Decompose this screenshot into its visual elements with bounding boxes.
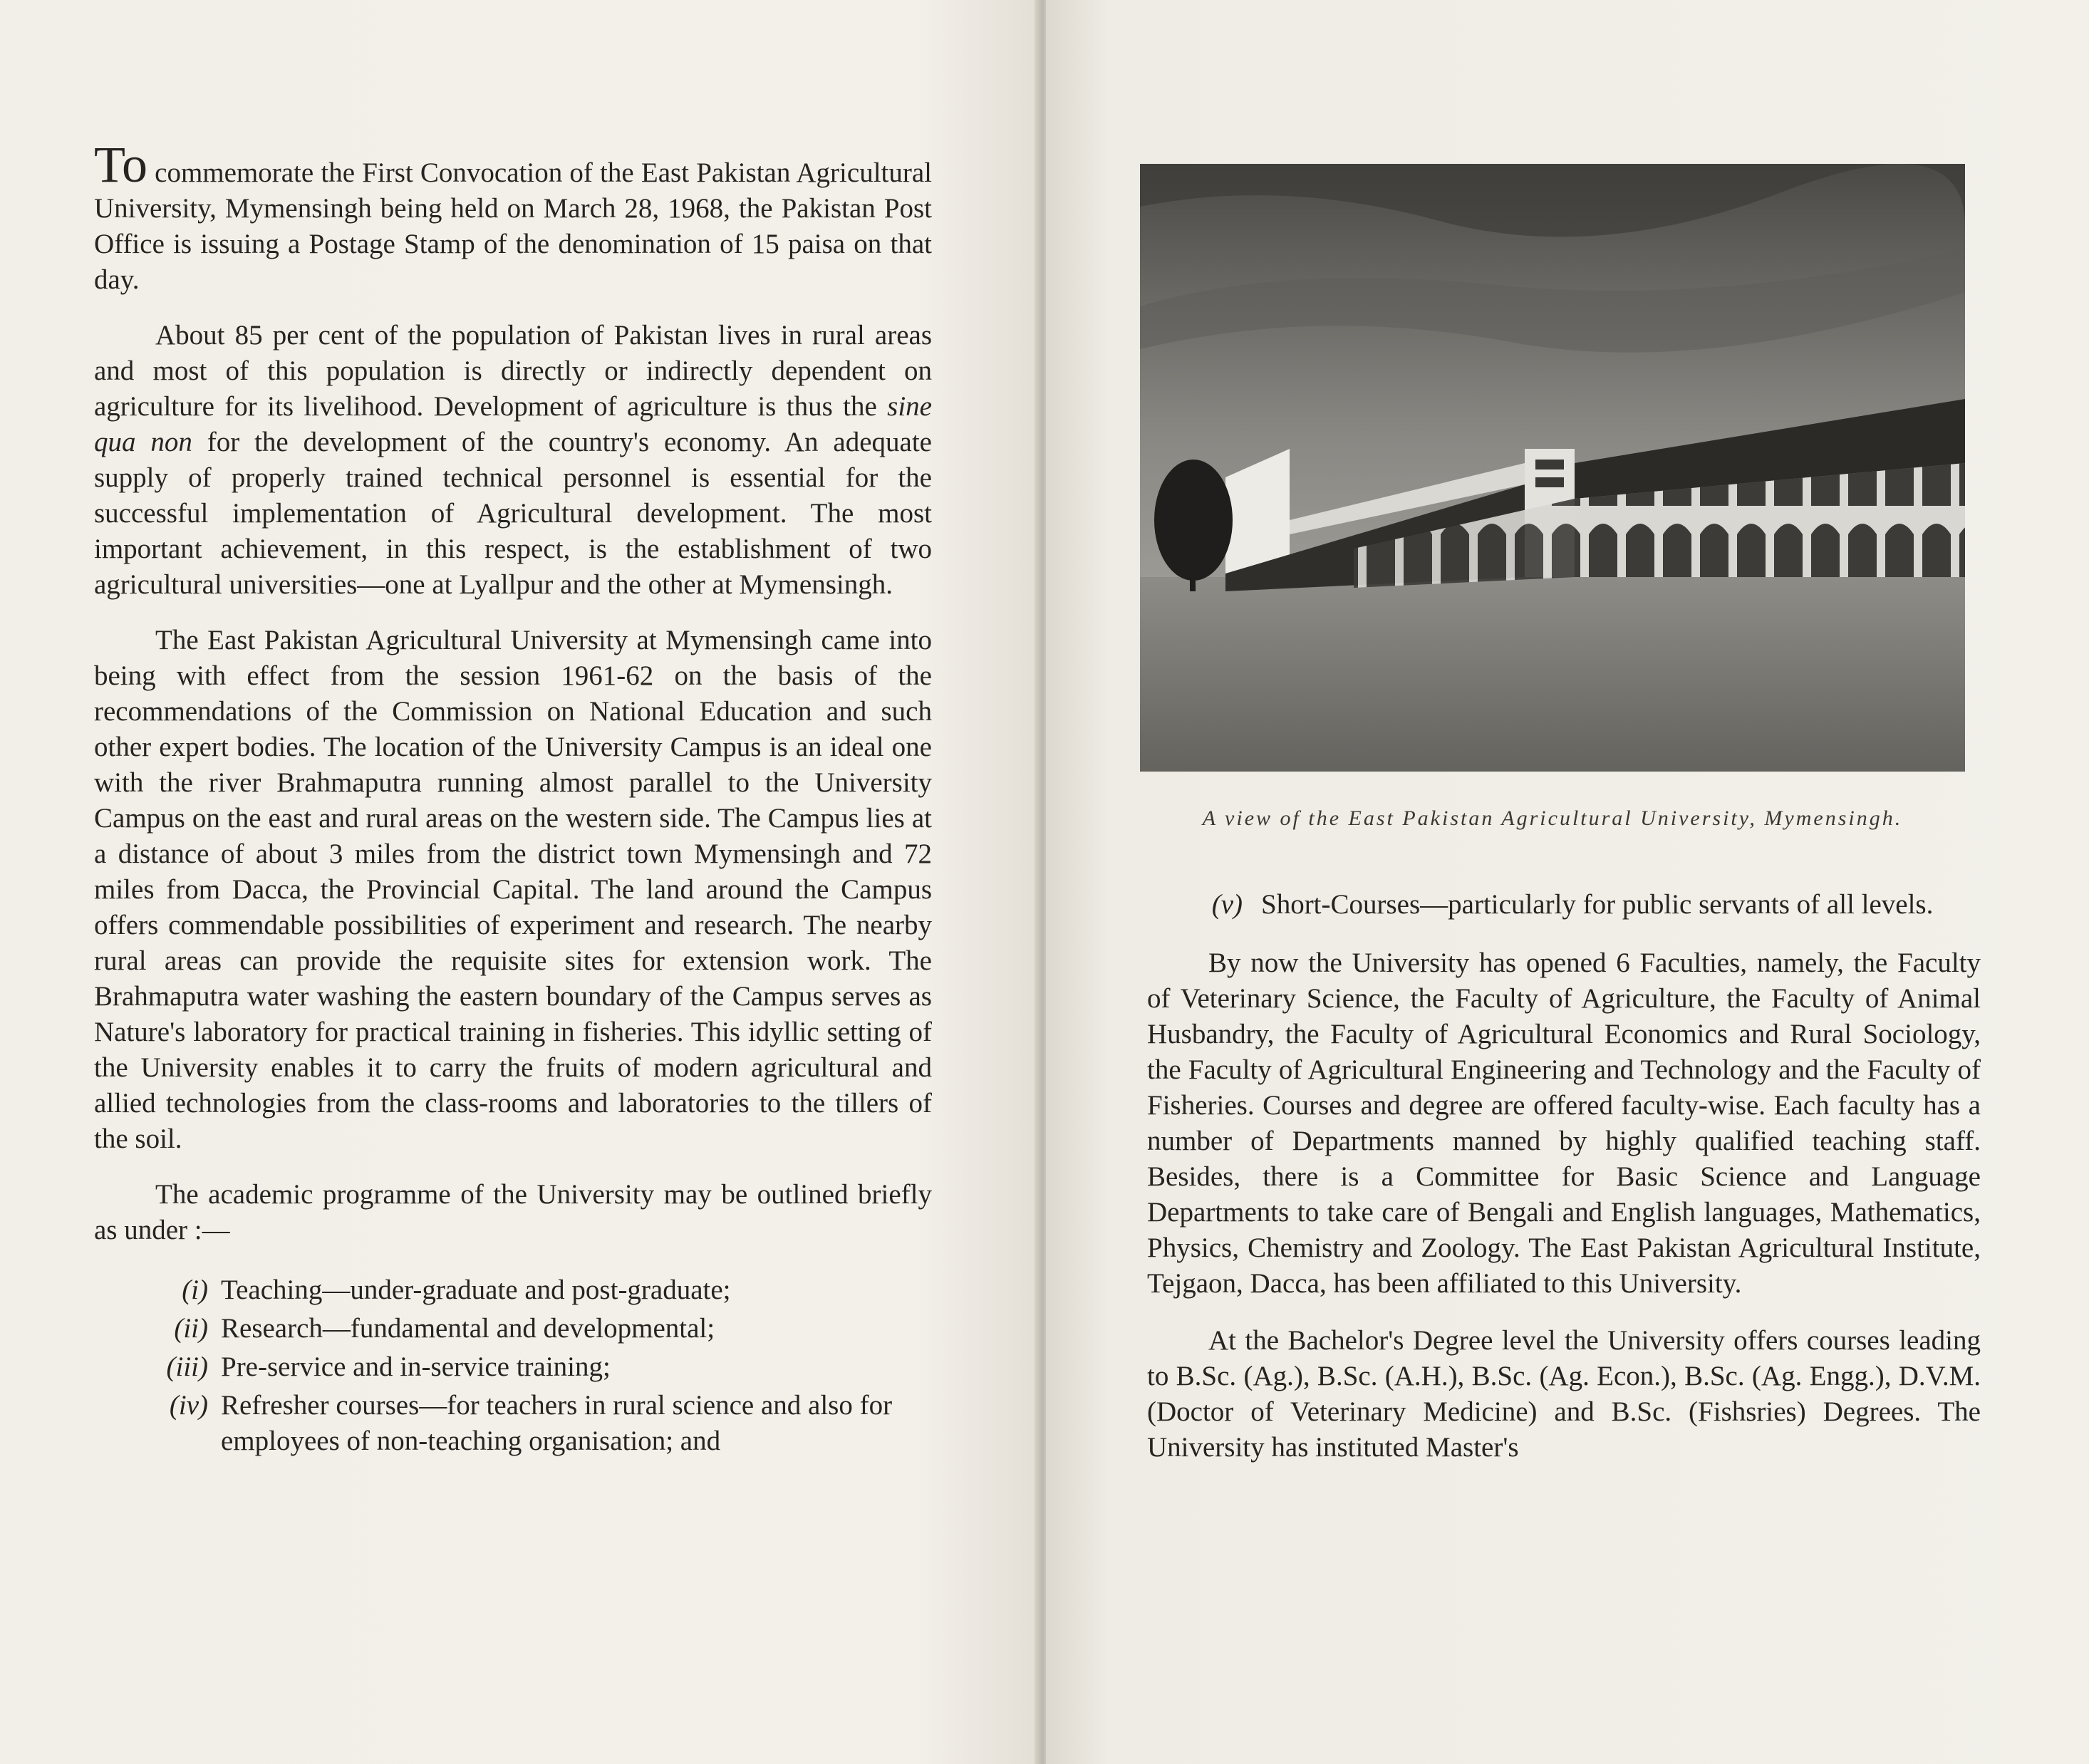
degrees-paragraph: At the Bachelor's Degree level the University offers courses leading to B.Sc. (Ag.), B.Sc. (A.H.), B.Sc. (Ag. Econ.), B.Sc. (Ag. Engg.), D.V.M. (Doctor of Veterinary Medicine) and B.Sc. (Fishsries) Degrees. The University has instituted Master's — [1147, 1325, 1981, 1463]
list-item — [1147, 887, 1981, 923]
list-item-text: Pre-service and in-service training; — [221, 1351, 611, 1382]
university-building-image — [1140, 164, 1965, 772]
intro-paragraph — [94, 136, 932, 298]
population-paragraph — [94, 318, 932, 603]
right-text-column — [1147, 887, 1981, 1465]
list-item-text: Teaching—under-graduate and post-graduate; — [221, 1275, 731, 1305]
list-item-text: Short-Courses—particularly for public servants of all levels. — [1261, 889, 1934, 920]
university-photo — [1140, 164, 1965, 772]
list-item-number: (iv) — [169, 1390, 208, 1421]
list-item — [94, 1272, 932, 1308]
list-item-number: (i) — [182, 1275, 208, 1305]
list-item-number: (v) — [1211, 889, 1243, 920]
population-text-b: for the development of the country's economy. An adequate supply of properly trained technical personnel is essential for the successful implementation of Agricultural development. The most important achievement, in this respect, is the establishment of two agricultural universities—one at Lyallpur and the other at Mymensingh. — [94, 427, 932, 600]
population-text-a: About 85 per cent of the population of Pakistan lives in rural areas and most of this population is directly or indirectly dependent on agriculture for its livelihood. Development of agriculture is thus the — [94, 320, 932, 422]
list-item — [94, 1388, 932, 1459]
photo-caption: A view of the East Pakistan Agricultural University, Mymensingh. — [1202, 806, 1903, 830]
programme-list — [94, 1272, 932, 1459]
population-text-italic: sine qua non — [94, 391, 932, 457]
faculties-paragraph: By now the University has opened 6 Faculties, namely, the Faculty of Veterinary Science, the Faculty of Agriculture, the Faculty of Animal Husbandry, the Faculty of Agricultural Economics and Rural Sociology, the Faculty of Agricultural Engineering and Technology and the Faculty of Fisheries. Courses and degree are offered faculty-wise. Each faculty has a number of Departments manned by highly qualified teaching staff. Besides, there is a Committee for Basic Science and Language Departments to take care of Bengali and English languages, Mathematics, Physics, Chemistry and Zoology. The East Pakistan Agricultural Institute, Tejgaon, Dacca, has been affiliated to this University. — [1147, 948, 1981, 1299]
right-page — [1046, 0, 2089, 1764]
list-item — [94, 1349, 932, 1385]
drop-cap: To — [94, 136, 147, 193]
list-item-text: Research—fundamental and developmental; — [221, 1313, 715, 1344]
list-item-number: (ii) — [174, 1313, 208, 1344]
left-text-column — [94, 136, 932, 1462]
left-page — [0, 0, 1039, 1764]
intro-text: commemorate the First Convocation of the East Pakistan Agricultural University, Mymensingh being held on March 28, 1968, the Pakistan Post Office is issuing a Postage Stamp of the denomination of 15 paisa on that day. — [94, 157, 932, 295]
programme-intro-paragraph: The academic programme of the University may be outlined briefly as under :— — [94, 1179, 932, 1245]
list-item-text: Refresher courses—for teachers in rural science and also for employees of non-teaching organisation; and — [221, 1390, 893, 1456]
list-item-number: (iii) — [166, 1351, 208, 1382]
university-paragraph: The East Pakistan Agricultural University at Mymensingh came into being with effect from the session 1961-62 on the basis of the recommendations of the Commission on National Education and such other expert bodies. The location of the University Campus is an ideal one with the river Brahmaputra running almost parallel to the University Campus on the east and rural areas on the western side. The Campus lies at a distance of about 3 miles from the district town Mymensingh and 72 miles from Dacca, the Provincial Capital. The land around the Campus offers commendable possibilities of experiment and research. The nearby rural areas can provide the requisite sites for extension work. The Brahmaputra water washing the eastern boundary of the Campus serves as Nature's laboratory for practical training in fisheries. This idyllic setting of the University enables it to carry the fruits of modern agricultural and allied technologies from the class-rooms and laboratories to the tillers of the soil. — [94, 625, 932, 1154]
list-item — [94, 1311, 932, 1347]
